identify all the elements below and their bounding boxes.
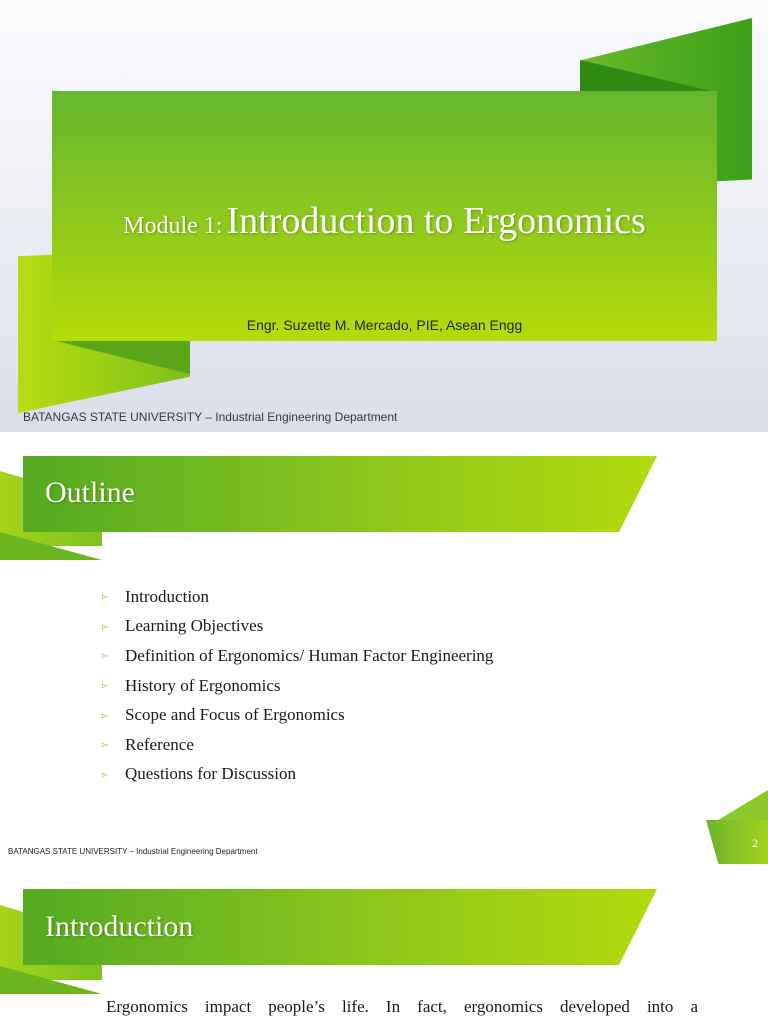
- list-item: [102, 760, 493, 790]
- list-item-text: Reference: [125, 734, 194, 754]
- slide-footer: BATANGAS STATE UNIVERSITY – Industrial Engineering Department: [8, 847, 258, 856]
- list-item: [102, 700, 493, 730]
- triangle-bullet-icon: ▻: [102, 710, 109, 720]
- list-item: [102, 612, 493, 642]
- body-text: Ergonomics impact people’s life. In fact, ergonomics developed into a: [106, 997, 698, 1016]
- page-number-tab: [706, 820, 768, 864]
- triangle-bullet-icon: ▻: [102, 592, 109, 602]
- outline-slide: [0, 432, 768, 866]
- slide-footer: BATANGAS STATE UNIVERSITY – Industrial Engineering Department: [23, 410, 398, 424]
- triangle-bullet-icon: ▻: [102, 681, 109, 691]
- corner-decoration: [718, 790, 768, 820]
- list-item: [102, 730, 493, 760]
- triangle-bullet-icon: ▻: [102, 621, 109, 631]
- list-item-text: Questions for Discussion: [125, 764, 296, 784]
- triangle-bullet-icon: ▻: [102, 740, 109, 750]
- title-slide: [0, 0, 768, 432]
- title-prefix: Module 1:: [123, 213, 223, 239]
- slide-heading: Outline: [45, 476, 135, 509]
- list-item: [102, 671, 493, 701]
- list-item-text: Learning Objectives: [125, 616, 264, 636]
- list-item-text: Scope and Focus of Ergonomics: [125, 705, 345, 725]
- list-item-text: History of Ergonomics: [125, 675, 281, 695]
- author-line: Engr. Suzette M. Mercado, PIE, Asean Engg: [246, 317, 523, 333]
- list-item-text: Definition of Ergonomics/ Human Factor Engineering: [125, 645, 494, 665]
- triangle-bullet-icon: ▻: [102, 769, 109, 779]
- triangle-bullet-icon: ▻: [102, 651, 109, 661]
- introduction-slide: [0, 866, 768, 1024]
- slide-heading: Introduction: [45, 910, 194, 943]
- outline-list: [102, 582, 493, 789]
- list-item: [102, 582, 493, 612]
- list-item: [102, 641, 493, 671]
- title-main: Introduction to Ergonomics: [226, 200, 646, 242]
- title-panel: [52, 91, 717, 341]
- slide-title: [52, 199, 717, 243]
- list-item-text: Introduction: [125, 586, 210, 606]
- page-number: 2: [752, 836, 758, 850]
